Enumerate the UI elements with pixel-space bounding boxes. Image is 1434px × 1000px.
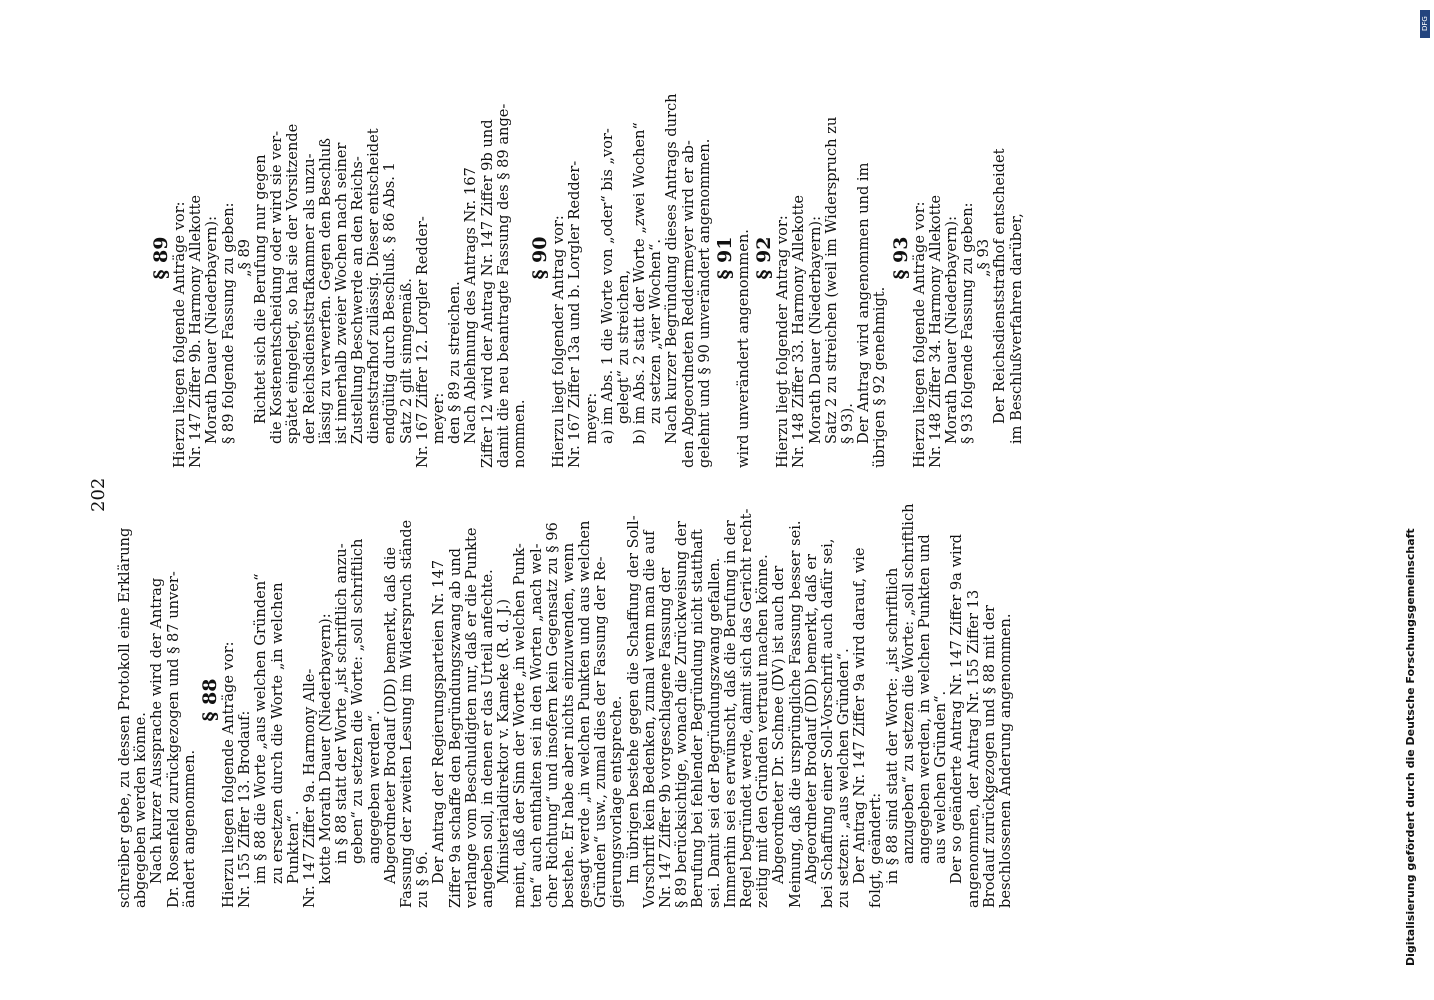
section-heading: § 92 [753,236,776,280]
text-line: damit die neu beantragte Fassung des § 89 ange- [494,103,512,468]
text-line: Gründen“ usw., zumal dies der Fassung der Re- [592,556,610,908]
text-line: spätet eingelegt, so hat sie der Vorsitzende [284,123,302,444]
section-heading: § 91 [714,236,736,280]
text-line: Dr. Rosenfeld zurückgezogen und § 87 unver- [164,571,182,908]
text-line: Nr. 147 Ziffer 9a. Harmony Alle- [300,668,318,908]
text-line: angegeben werden, in welchen Punkten und [916,534,933,864]
text-line: angenommen, der Antrag Nr. 155 Ziffer 13 [964,589,982,908]
text-line: nommen. [510,399,528,468]
text-line: Nach kurzer Aussprache wird der Antrag [148,577,166,884]
text-line: § 93). [838,403,856,444]
text-line: Im übrigen bestehe gegen die Schaffung der Soll- [624,515,642,884]
text-line: im § 88 die Worte „aus welchen Gründen“ [252,573,270,884]
text-line: im Beschlußverfahren darüber, [1007,213,1025,444]
text-line: bei Schaffung einer Soll-Vorschrift auch dafür sei, [818,538,836,908]
text-line: gelegt“ zu streichen, [614,269,632,424]
text-line: Ziffer 9a schaffe den Begründungszwang ab und [446,547,464,908]
section-heading: § 89 [150,236,172,280]
text-line: lässig zu verwerfen. Gegen den Beschluß [316,138,334,444]
text-line: b) im Abs. 2 statt der Worte „zwei Wochen“ [631,122,649,444]
text-line: den § 89 zu streichen. [446,281,464,444]
text-line: in § 88 sind statt der Worte: „ist schriftlich [883,567,901,884]
text-line: der Reichsdienststrafkammer als unzu- [300,153,318,444]
right-text-column [150,48,1026,468]
text-line: geben“ zu setzen die Worte: „soll schriftlich [349,538,367,864]
text-line: schreiber gebe, zu dessen Protokoll eine Erklärung [116,527,133,908]
text-line: Berufung bei fehlender Begründung nicht statthaft [689,529,707,908]
dfg-logo: DFG [1420,10,1430,38]
text-line: Ziffer 12 wird der Antrag Nr. 147 Ziffer 9b und [478,119,496,468]
text-line: zu setzen „vier Wochen“. [647,238,665,424]
text-line: Hierzu liegen folgende Anträge vor: [171,201,188,468]
text-line: Fassung der zweiten Lesung im Widerspruch stände [398,519,415,908]
text-line: zu § 96. [414,851,432,908]
text-line: Vorschrift kein Bedenken, zumal wenn man die auf [640,530,658,908]
text-line: § 89 berücksichtige, wonach die Zurückweisung der [673,521,691,908]
section-heading: § 93 [889,236,912,280]
text-line: gierungsvorlage entspreche. [608,695,626,908]
text-line: „§ 89 [235,238,253,278]
text-line: folgt, geändert: [867,792,885,908]
text-line: ist innerhalb zweier Wochen nach seiner [332,142,350,444]
text-line: Meinung, daß die ursprüngliche Fassung besser sei. [786,520,804,908]
text-line: Brodauf zurückgezogen und § 88 mit der [980,605,998,908]
text-line: Nr. 155 Ziffer 13. Brodauf: [236,710,254,908]
text-line: meint, daß der Sinn der Worte „in welchen Punk- [511,543,529,908]
text-line: Zustellung Beschwerde an den Reichs- [349,156,367,444]
text-line: Immerhin sei es erwünscht, daß die Berufung in der [721,520,739,908]
text-line: gelehnt und § 90 unverändert angenommen. [695,138,713,468]
text-line: Ministerialdirektor v. Kameke (R. d. J.) [495,598,513,884]
text-line: angegeben werden“. [365,710,383,864]
text-line: den Abgeordneten Reddermeyer wird er ab- [679,140,697,468]
text-line: Der Antrag Nr. 147 Ziffer 9a wird darauf, wie [851,547,869,884]
text-line: meyer: [430,392,447,444]
text-line: übrigen § 92 genehmigt. [871,286,889,468]
text-line: Nach Ablehnung des Antrags Nr. 167 [462,167,480,444]
text-line: Hierzu liegt folgender Antrag vor: [774,215,792,468]
text-line: anzugeben“ zu setzen die Worte: „soll schriftlich [899,503,917,864]
left-text-column [118,492,1015,908]
text-line: cher Richtung“ und insofern kein Gegensatz zu § 96 [543,522,561,908]
text-line: Der so geänderte Antrag Nr. 147 Ziffer 9a wird [948,534,966,884]
text-line: Punkten“. [284,810,302,884]
text-line: Richtet sich die Berufung nur gegen [251,154,269,424]
text-line: zeitig mit den Gründen vertraut machen könne. [754,554,772,908]
text-line: Nr. 147 Ziffer 9b vorgeschlagene Fassung der [657,567,674,908]
text-line: wird unverändert angenommen. [735,229,752,468]
text-line: Der Antrag wird angenommen und im [855,162,873,444]
text-line: zu ersetzen durch die Worte „in welchen [268,582,286,884]
text-line: Nr. 148 Ziffer 33. Harmony Allekotte [790,194,808,468]
text-line: ten“ auch enthalten sei in den Worten „nach wel- [527,543,545,908]
text-line: Hierzu liegen folgende Anträge vor: [219,641,237,908]
text-line: verlange vom Beschuldigten nur, daß er die Punkte [462,527,480,908]
page-number: 202 [88,477,109,512]
text-line: angeben soll, in denen er das Urteil anfechte. [478,569,496,908]
text-line: § 93 folgende Fassung zu geben: [959,202,977,444]
text-line: Abgeordneter Dr. Schnee (DV) ist auch der [770,565,788,884]
text-line: aus welchen Gründen“. [932,690,950,864]
text-line: Morath Dauer (Niederbayern): [203,216,221,444]
text-line: Nr. 147 Ziffer 9b. Harmony Allekotte [187,194,205,468]
text-line: „§ 93 [975,238,993,278]
text-line: abgegeben werden könne. [132,712,150,908]
text-line: meyer: [582,392,600,444]
section-heading: § 90 [529,236,552,280]
text-line: Morath Dauer (Niederbayern): [806,216,824,444]
text-line: kotte Morath Dauer (Niederbayern): [317,613,335,884]
section-heading: § 88 [198,678,221,722]
text-line: Hierzu liegen folgende Anträge vor: [910,201,928,468]
text-line: Nr. 167 Ziffer 12. Lorgler Redder- [413,216,431,468]
text-line: Regel begründet werde, damit sich das Gericht recht- [737,508,755,908]
text-line: Der Reichsdienststrafhof entscheidet [991,148,1009,424]
text-line: § 89 folgende Fassung zu geben: [219,202,237,444]
text-line: Abgeordneter Brodauf (DD) bemerkt, daß die [381,546,399,884]
text-line: a) im Abs. 1 die Worte von „oder“ bis „vor- [598,128,616,444]
text-line: ändert angenommen. [180,749,198,908]
text-line: die Kostenentscheidung oder wird sie ver- [268,130,286,444]
text-line: sei. Damit sei der Begründungszwang gefallen. [705,557,723,908]
text-line: gesagt werde „in welchen Punkten und aus welchen [576,520,594,908]
text-line: Nach kurzer Begründung dieses Antrags durch [663,93,681,444]
digitization-credit: Digitalisierung gefördert durch die Deutsche Forschungsgemeinschaft [1404,528,1417,966]
text-line: Morath Dauer (Niederbayern): [942,216,960,444]
text-line: Nr. 167 Ziffer 13a und b. Lorgler Redder- [566,160,584,468]
text-line: zu setzen: „aus welchen Gründen“. [835,648,853,908]
text-line: Satz 2 zu streichen (weil im Widerspruch zu [822,116,840,444]
text-line: dienststrafhof zulässig. Dieser entscheidet [365,128,383,444]
text-line: Hierzu liegt folgender Antrag vor: [550,215,568,468]
text-line: beschlossenen Änderung angenommen. [996,613,1014,908]
text-line: Satz 2 gilt sinngemäß. [397,278,415,444]
text-line: bestehe. Er habe aber nichts einzuwenden, wenn [559,542,577,908]
text-line: Abgeordneter Brodauf (DD) bemerkt, daß er [802,554,820,884]
text-line: Nr. 148 Ziffer 34. Harmony Allekotte [926,194,944,468]
text-line: in § 88 statt der Worte „ist schriftlich anzu- [333,543,351,864]
text-line: Der Antrag der Regierungsparteien Nr. 147 [430,559,448,884]
text-line: endgültig durch Beschluß. § 86 Abs. 1 [381,162,399,444]
